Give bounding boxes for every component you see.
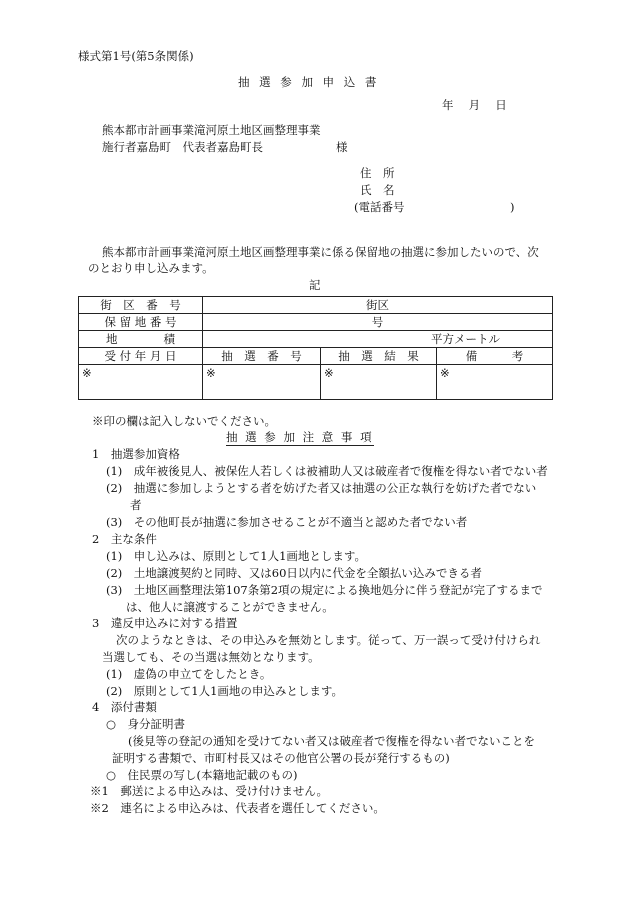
section-4-title: 4 添付書類 (92, 700, 157, 714)
body-line-2: のとおり申し込みます。 (88, 261, 214, 275)
recipient-executor: 施行者嘉島町 代表者嘉島町長 (102, 140, 263, 154)
section-4-item-1-detail: (後見等の登記の通知を受けてない者又は破産者で復権を得ない者でないことを (128, 734, 535, 748)
recipient-project: 熊本都市計画事業滝河原土地区画整理事業 (102, 123, 321, 137)
section-1-item-3: (3) その他町長が抽選に参加させることが不適当と認めた者でない者 (106, 515, 468, 529)
table-note: ※印の欄は記入しないでください。 (92, 414, 276, 428)
table-row (79, 314, 553, 331)
note-1: ※1 郵送による申込みは、受け付けません。 (90, 784, 329, 798)
table-header-row (79, 348, 553, 365)
page-title: 抽 選 参 加 申 込 書 (238, 75, 380, 89)
section-1-item-1: (1) 成年被後見人、被保佐人若しくは被補助人又は破産者で復権を得ない者でない者 (106, 464, 548, 478)
section-3-item-2: (2) 原則として1人1画地の申込みとします。 (106, 684, 344, 698)
reception-date-cell: ※ (79, 365, 203, 400)
land-area-cell: 平方メートル (203, 331, 553, 348)
section-3-para-2: 当選しても、その当選は無効となります。 (102, 650, 320, 664)
section-2-title: 2 主な条件 (92, 532, 157, 546)
address-label: 住 所 (360, 166, 395, 180)
subtitle: 抽 選 参 加 注 意 事 項 (226, 430, 374, 444)
table-row (79, 365, 553, 400)
section-2-item-3: (3) 土地区画整理法第107条第2項の規定による換地処分に伴う登記が完了するまで (106, 583, 543, 597)
lottery-result-cell: ※ (321, 365, 437, 400)
note-2: ※2 連名による申込みは、代表者を選任してください。 (90, 801, 385, 815)
lottery-number-cell: ※ (203, 365, 321, 400)
reserve-lot-number-label: 保 留 地 番 号 (79, 314, 203, 331)
section-2-item-2: (2) 土地譲渡契約と同時、又は60日以内に代金を全額払い込みできる者 (106, 566, 482, 580)
land-area-label: 地 積 (79, 331, 203, 348)
ki-heading: 記 (309, 278, 321, 292)
section-1-item-2-cont: 者 (130, 498, 142, 512)
section-4-item-2: ○ 住民票の写し(本籍地記載のもの) (106, 768, 298, 782)
date-line: 年 月 日 (442, 98, 507, 112)
block-number-cell: 街区 (203, 297, 553, 314)
phone-close: ) (510, 200, 515, 214)
col-remarks: 備 考 (437, 348, 553, 365)
name-label: 氏 名 (360, 183, 395, 197)
block-number-label: 街 区 番 号 (79, 297, 203, 314)
col-lottery-result: 抽 選 結 果 (321, 348, 437, 365)
section-4-item-1: ○ 身分証明書 (106, 717, 186, 731)
section-3-title: 3 違反申込みに対する措置 (92, 616, 238, 630)
section-1-item-2: (2) 抽選に参加しようとする者を妨げた者又は抽選の公正な執行を妨げた者でない (106, 481, 537, 495)
table-row (79, 297, 553, 314)
table-row (79, 331, 553, 348)
section-3-para-1: 次のようなときは、その申込みを無効とします。従って、万一誤って受け付けられ (116, 633, 541, 647)
form-number: 様式第1号(第5条関係) (78, 49, 194, 63)
section-3-item-1: (1) 虚偽の申立てをしたとき。 (106, 667, 272, 681)
remarks-cell: ※ (437, 365, 553, 400)
body-line-1: 熊本都市計画事業滝河原土地区画整理事業に係る保留地の抽選に参加したいので、次 (102, 245, 539, 259)
phone-label: (電話番号 (354, 200, 405, 214)
section-2-item-3-cont: は、他人に譲渡することができません。 (126, 600, 334, 614)
application-table (78, 296, 553, 400)
section-4-item-1-detail-cont: 証明する書類で、市町村長又はその他官公署の長が発行するもの) (112, 751, 450, 765)
reserve-lot-number-cell: 号 (203, 314, 553, 331)
recipient-honorific: 様 (336, 140, 348, 154)
col-reception-date: 受 付 年 月 日 (79, 348, 203, 365)
section-1-title: 1 抽選参加資格 (92, 447, 180, 461)
col-lottery-number: 抽 選 番 号 (203, 348, 321, 365)
section-2-item-1: (1) 申し込みは、原則として1人1画地とします。 (106, 549, 367, 563)
